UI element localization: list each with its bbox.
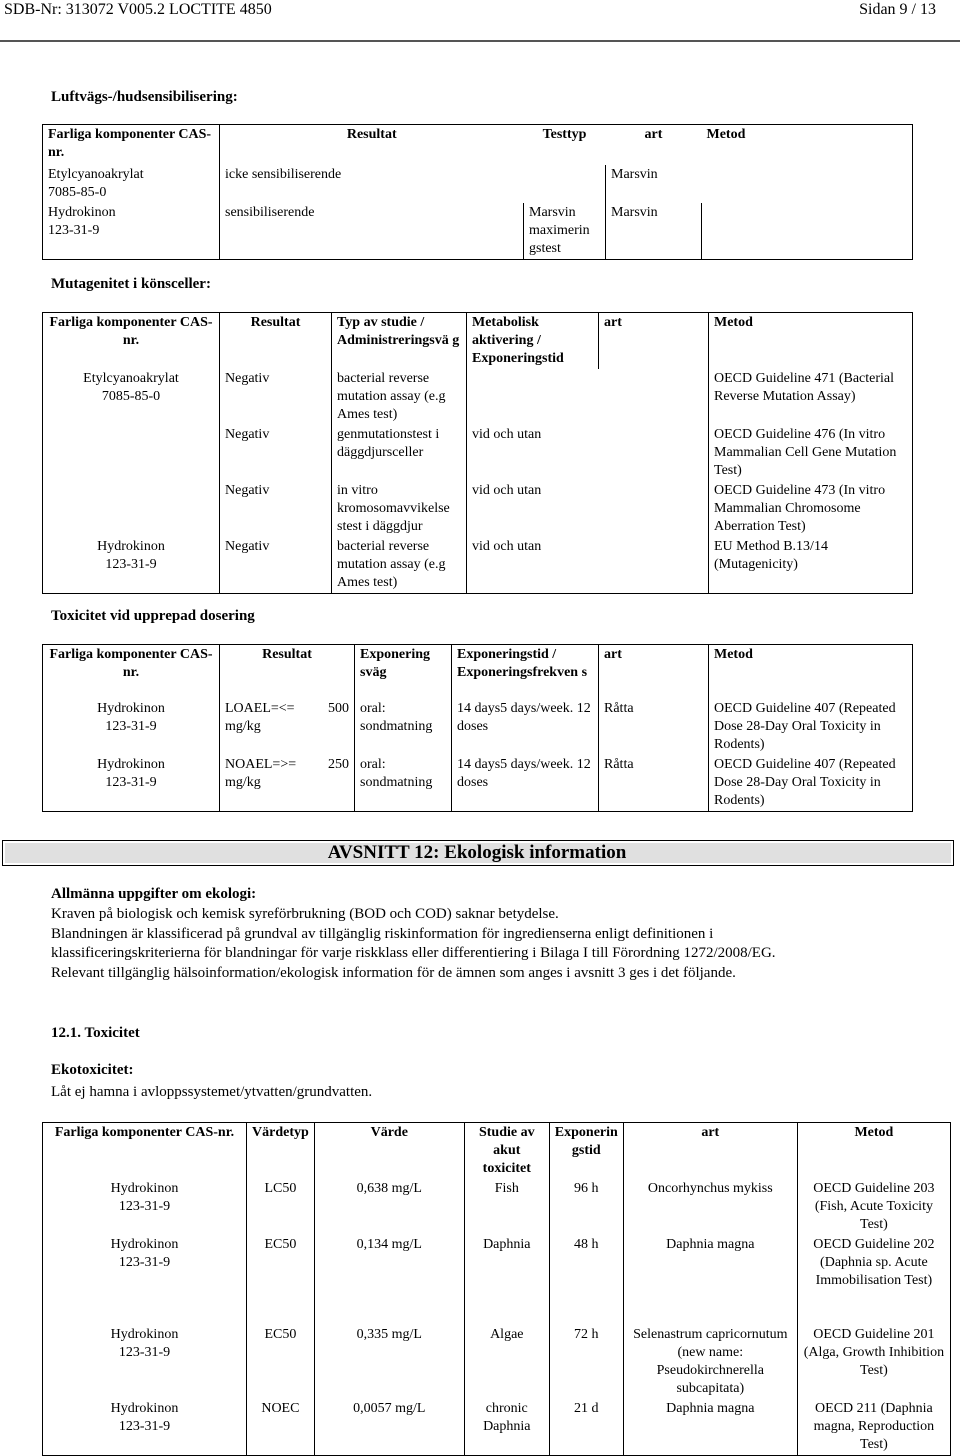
col-method: Metod xyxy=(706,127,746,142)
value-type-cell: LC50 xyxy=(247,1179,315,1235)
sensitization-table xyxy=(42,124,913,260)
repeated-dose-table xyxy=(42,644,913,812)
route-cell: oral: sondmatning xyxy=(355,755,452,812)
result-cell xyxy=(220,755,355,812)
section-12-banner xyxy=(2,840,954,866)
toxicity-heading: 12.1. Toxicitet xyxy=(51,1025,140,1041)
result-operator: LOAEL=<= xyxy=(225,701,295,716)
table-row xyxy=(43,203,913,260)
method-cell xyxy=(702,203,913,260)
component-name: Hydrokinon xyxy=(110,1401,179,1416)
cas-number: 123-31-9 xyxy=(118,1255,171,1270)
col-study: Studie av akut toxicitet xyxy=(464,1123,549,1180)
result-cell: icke sensibiliserende xyxy=(220,165,524,203)
value-type-cell: EC50 xyxy=(247,1235,315,1325)
table-row xyxy=(43,1399,951,1456)
result-value: 250 xyxy=(328,757,349,772)
study-cell: in vitro kromosomavvikelse stest i däggdjur xyxy=(332,481,467,537)
value-cell: 0,335 mg/L xyxy=(314,1325,464,1399)
study-cell: chronic Daphnia xyxy=(464,1399,549,1456)
sensitization-heading: Luftvägs-/hudsensibilisering: xyxy=(51,89,238,105)
col-exposure-time: Exponerin gstid xyxy=(549,1123,623,1180)
species-cell: Marsvin xyxy=(606,203,702,260)
result-cell: Negativ xyxy=(220,537,332,594)
result-operator: NOAEL=>= xyxy=(225,757,297,772)
col-method: Metod xyxy=(709,313,913,370)
table-row xyxy=(43,755,913,812)
species-cell xyxy=(599,481,709,537)
cas-number: 123-31-9 xyxy=(105,557,157,572)
component-name: Hydrokinon xyxy=(110,1327,179,1342)
table-header-row xyxy=(43,125,913,166)
cas-number: 123-31-9 xyxy=(118,1345,171,1360)
col-route: Exponering sväg xyxy=(355,645,452,700)
repeated-dose-heading: Toxicitet vid upprepad dosering xyxy=(51,608,255,624)
text-line: Blandningen är klassificerad på grundval av tillgänglig riskinformation för ingredienserna enligt definitionen i xyxy=(51,925,714,942)
table-header-row xyxy=(43,645,913,700)
species-cell: Daphnia magna xyxy=(623,1399,797,1456)
cas-number: 7085-85-0 xyxy=(48,185,107,200)
col-testtype: Testtyp xyxy=(542,127,587,142)
col-components: Farliga komponenter CAS-nr. xyxy=(49,647,213,680)
col-method: Metod xyxy=(797,1123,950,1180)
table-row xyxy=(43,165,913,203)
mutagenicity-table xyxy=(42,312,913,594)
section-12-title: AVSNITT 12: Ekologisk information xyxy=(327,842,627,863)
route-cell: oral: sondmatning xyxy=(355,699,452,755)
exposure-cell: 14 days5 days/week. 12 doses xyxy=(452,699,599,755)
col-components: Farliga komponenter CAS-nr. xyxy=(54,1125,235,1140)
result-unit: mg/kg xyxy=(225,719,261,734)
species-cell xyxy=(599,425,709,481)
testtype-cell: Marsvin maximerin gstest xyxy=(524,203,606,260)
header-divider xyxy=(0,40,960,42)
eco-general-heading: Allmänna uppgifter om ekologi: xyxy=(51,886,257,902)
method-cell: OECD Guideline 471 (Bacterial Reverse Mutation Assay) xyxy=(709,369,913,425)
activation-cell: vid och utan xyxy=(467,481,599,537)
text-line: klassificeringskriterierna för blandningar för varje riskklass eller differentiering i Bilaga I till Förordning 1272/2008/EG. xyxy=(51,945,776,961)
component-cell xyxy=(43,1179,247,1235)
table-row xyxy=(43,699,913,755)
text-line: Kraven på biologisk och kemisk syreförbrukning (BOD och COD) saknar betydelse. xyxy=(51,906,559,922)
table-row xyxy=(43,537,913,594)
component-name: Etylcyanoakrylat xyxy=(83,371,179,386)
result-cell: Negativ xyxy=(220,425,332,481)
component-cell xyxy=(43,203,220,260)
component-cell xyxy=(43,1325,247,1399)
result-cell: sensibiliserende xyxy=(220,203,524,260)
species-cell xyxy=(599,537,709,594)
table-header-row xyxy=(43,313,913,370)
col-value: Värde xyxy=(314,1123,464,1180)
method-cell: OECD 211 (Daphnia magna, Reproduction Test) xyxy=(797,1399,950,1456)
cas-number: 123-31-9 xyxy=(118,1419,171,1434)
testtype-cell xyxy=(524,165,606,203)
document-id: SDB-Nr: 313072 V005.2 LOCTITE 4850 xyxy=(4,1,272,18)
method-cell: OECD Guideline 476 (In vitro Mammalian Cell Gene Mutation Test) xyxy=(709,425,913,481)
col-study-type: Typ av studie / Administreringsvä g xyxy=(332,313,467,370)
exposure-time-cell: 96 h xyxy=(549,1179,623,1235)
page-header xyxy=(0,0,960,25)
species-cell: Marsvin xyxy=(606,165,702,203)
method-cell: OECD Guideline 407 (Repeated Dose 28-Day Oral Toxicity in Rodents) xyxy=(709,755,913,812)
col-result: Resultat xyxy=(220,125,524,166)
component-name: Hydrokinon xyxy=(48,205,116,220)
value-type-cell: NOEC xyxy=(247,1399,315,1456)
col-species: art xyxy=(599,645,709,700)
method-cell: EU Method B.13/14 (Mutagenicity) xyxy=(709,537,913,594)
page-number: Sidan 9 / 13 xyxy=(859,1,936,18)
result-cell: Negativ xyxy=(220,481,332,537)
method-cell: OECD Guideline 203 (Fish, Acute Toxicity Test) xyxy=(797,1179,950,1235)
component-name: Etylcyanoakrylat xyxy=(48,167,144,182)
cas-number: 123-31-9 xyxy=(48,223,100,238)
col-species: art xyxy=(644,127,663,142)
result-cell: Negativ xyxy=(220,369,332,425)
component-name: Hydrokinon xyxy=(110,1181,179,1196)
col-exposure: Exponeringstid / Exponeringsfrekven s xyxy=(452,645,599,700)
ecotoxicity-table xyxy=(42,1122,951,1456)
component-cell xyxy=(43,537,220,594)
component-cell xyxy=(43,1235,247,1325)
table-header-row xyxy=(43,1123,951,1180)
species-cell xyxy=(599,369,709,425)
activation-cell: vid och utan xyxy=(467,425,599,481)
species-cell: Oncorhynchus mykiss xyxy=(623,1179,797,1235)
study-cell: Algae xyxy=(464,1325,549,1399)
result-cell xyxy=(220,699,355,755)
component-name: Hydrokinon xyxy=(97,701,165,716)
table-row xyxy=(43,1179,951,1235)
method-cell: OECD Guideline 407 (Repeated Dose 28-Day Oral Toxicity in Rodents) xyxy=(709,699,913,755)
col-value-type: Värdetyp xyxy=(247,1123,315,1180)
species-cell: Råtta xyxy=(599,699,709,755)
method-cell: OECD Guideline 202 (Daphnia sp. Acute Immobilisation Test) xyxy=(797,1235,950,1325)
ecotox-heading: Ekotoxicitet: xyxy=(51,1062,134,1078)
cas-number: 123-31-9 xyxy=(105,775,157,790)
method-cell: OECD Guideline 473 (In vitro Mammalian Chromosome Aberration Test) xyxy=(709,481,913,537)
component-name: Hydrokinon xyxy=(97,539,165,554)
component-name: Hydrokinon xyxy=(110,1237,179,1252)
text-line: Relevant tillgänglig hälsoinformation/ekologisk information för de ämnen som anges i avsnitt 3 ges i det följande. xyxy=(51,964,736,981)
species-cell: Selenastrum capricornutum (new name: Pseudokirchnerella subcapitata) xyxy=(623,1325,797,1399)
exposure-time-cell: 48 h xyxy=(549,1235,623,1325)
species-cell: Råtta xyxy=(599,755,709,812)
study-cell: bacterial reverse mutation assay (e.g Ames test) xyxy=(332,369,467,425)
component-cell xyxy=(43,755,220,812)
col-components: Farliga komponenter CAS-nr. xyxy=(49,315,213,348)
table-row xyxy=(43,369,913,425)
value-type-cell: EC50 xyxy=(247,1325,315,1399)
exposure-time-cell: 72 h xyxy=(549,1325,623,1399)
ecotox-text: Låt ej hamna i avloppssystemet/ytvatten/grundvatten. xyxy=(51,1084,373,1100)
value-cell: 0,134 mg/L xyxy=(314,1235,464,1325)
col-activation: Metabolisk aktivering / Exponeringstid xyxy=(467,313,599,370)
value-cell: 0,0057 mg/L xyxy=(314,1399,464,1456)
col-species: art xyxy=(599,313,709,370)
component-cell xyxy=(43,369,220,537)
cas-number: 123-31-9 xyxy=(105,719,157,734)
activation-cell xyxy=(467,369,599,425)
study-cell: bacterial reverse mutation assay (e.g Ames test) xyxy=(332,537,467,594)
study-cell: Fish xyxy=(464,1179,549,1235)
method-cell xyxy=(702,165,913,203)
component-cell xyxy=(43,165,220,203)
study-cell: Daphnia xyxy=(464,1235,549,1325)
species-cell: Daphnia magna xyxy=(623,1235,797,1325)
eco-general-text xyxy=(51,905,776,983)
result-value: 500 xyxy=(328,701,349,716)
result-unit: mg/kg xyxy=(225,775,261,790)
component-cell xyxy=(43,1399,247,1456)
cas-number: 123-31-9 xyxy=(118,1199,171,1214)
cas-number: 7085-85-0 xyxy=(101,389,161,404)
col-method: Metod xyxy=(709,645,913,700)
value-cell: 0,638 mg/L xyxy=(314,1179,464,1235)
component-name: Hydrokinon xyxy=(97,757,165,772)
col-species: art xyxy=(623,1123,797,1180)
exposure-cell: 14 days5 days/week. 12 doses xyxy=(452,755,599,812)
col-result: Resultat xyxy=(220,645,355,700)
col-result: Resultat xyxy=(220,313,332,370)
component-cell xyxy=(43,699,220,755)
method-cell: OECD Guideline 201 (Alga, Growth Inhibition Test) xyxy=(797,1325,950,1399)
study-cell: genmutationstest i däggdjursceller xyxy=(332,425,467,481)
activation-cell: vid och utan xyxy=(467,537,599,594)
exposure-time-cell: 21 d xyxy=(549,1399,623,1456)
col-components: Farliga komponenter CAS-nr. xyxy=(48,127,212,160)
table-row xyxy=(43,1325,951,1399)
table-row xyxy=(43,1235,951,1325)
mutagenicity-heading: Mutagenitet i könsceller: xyxy=(51,276,211,292)
